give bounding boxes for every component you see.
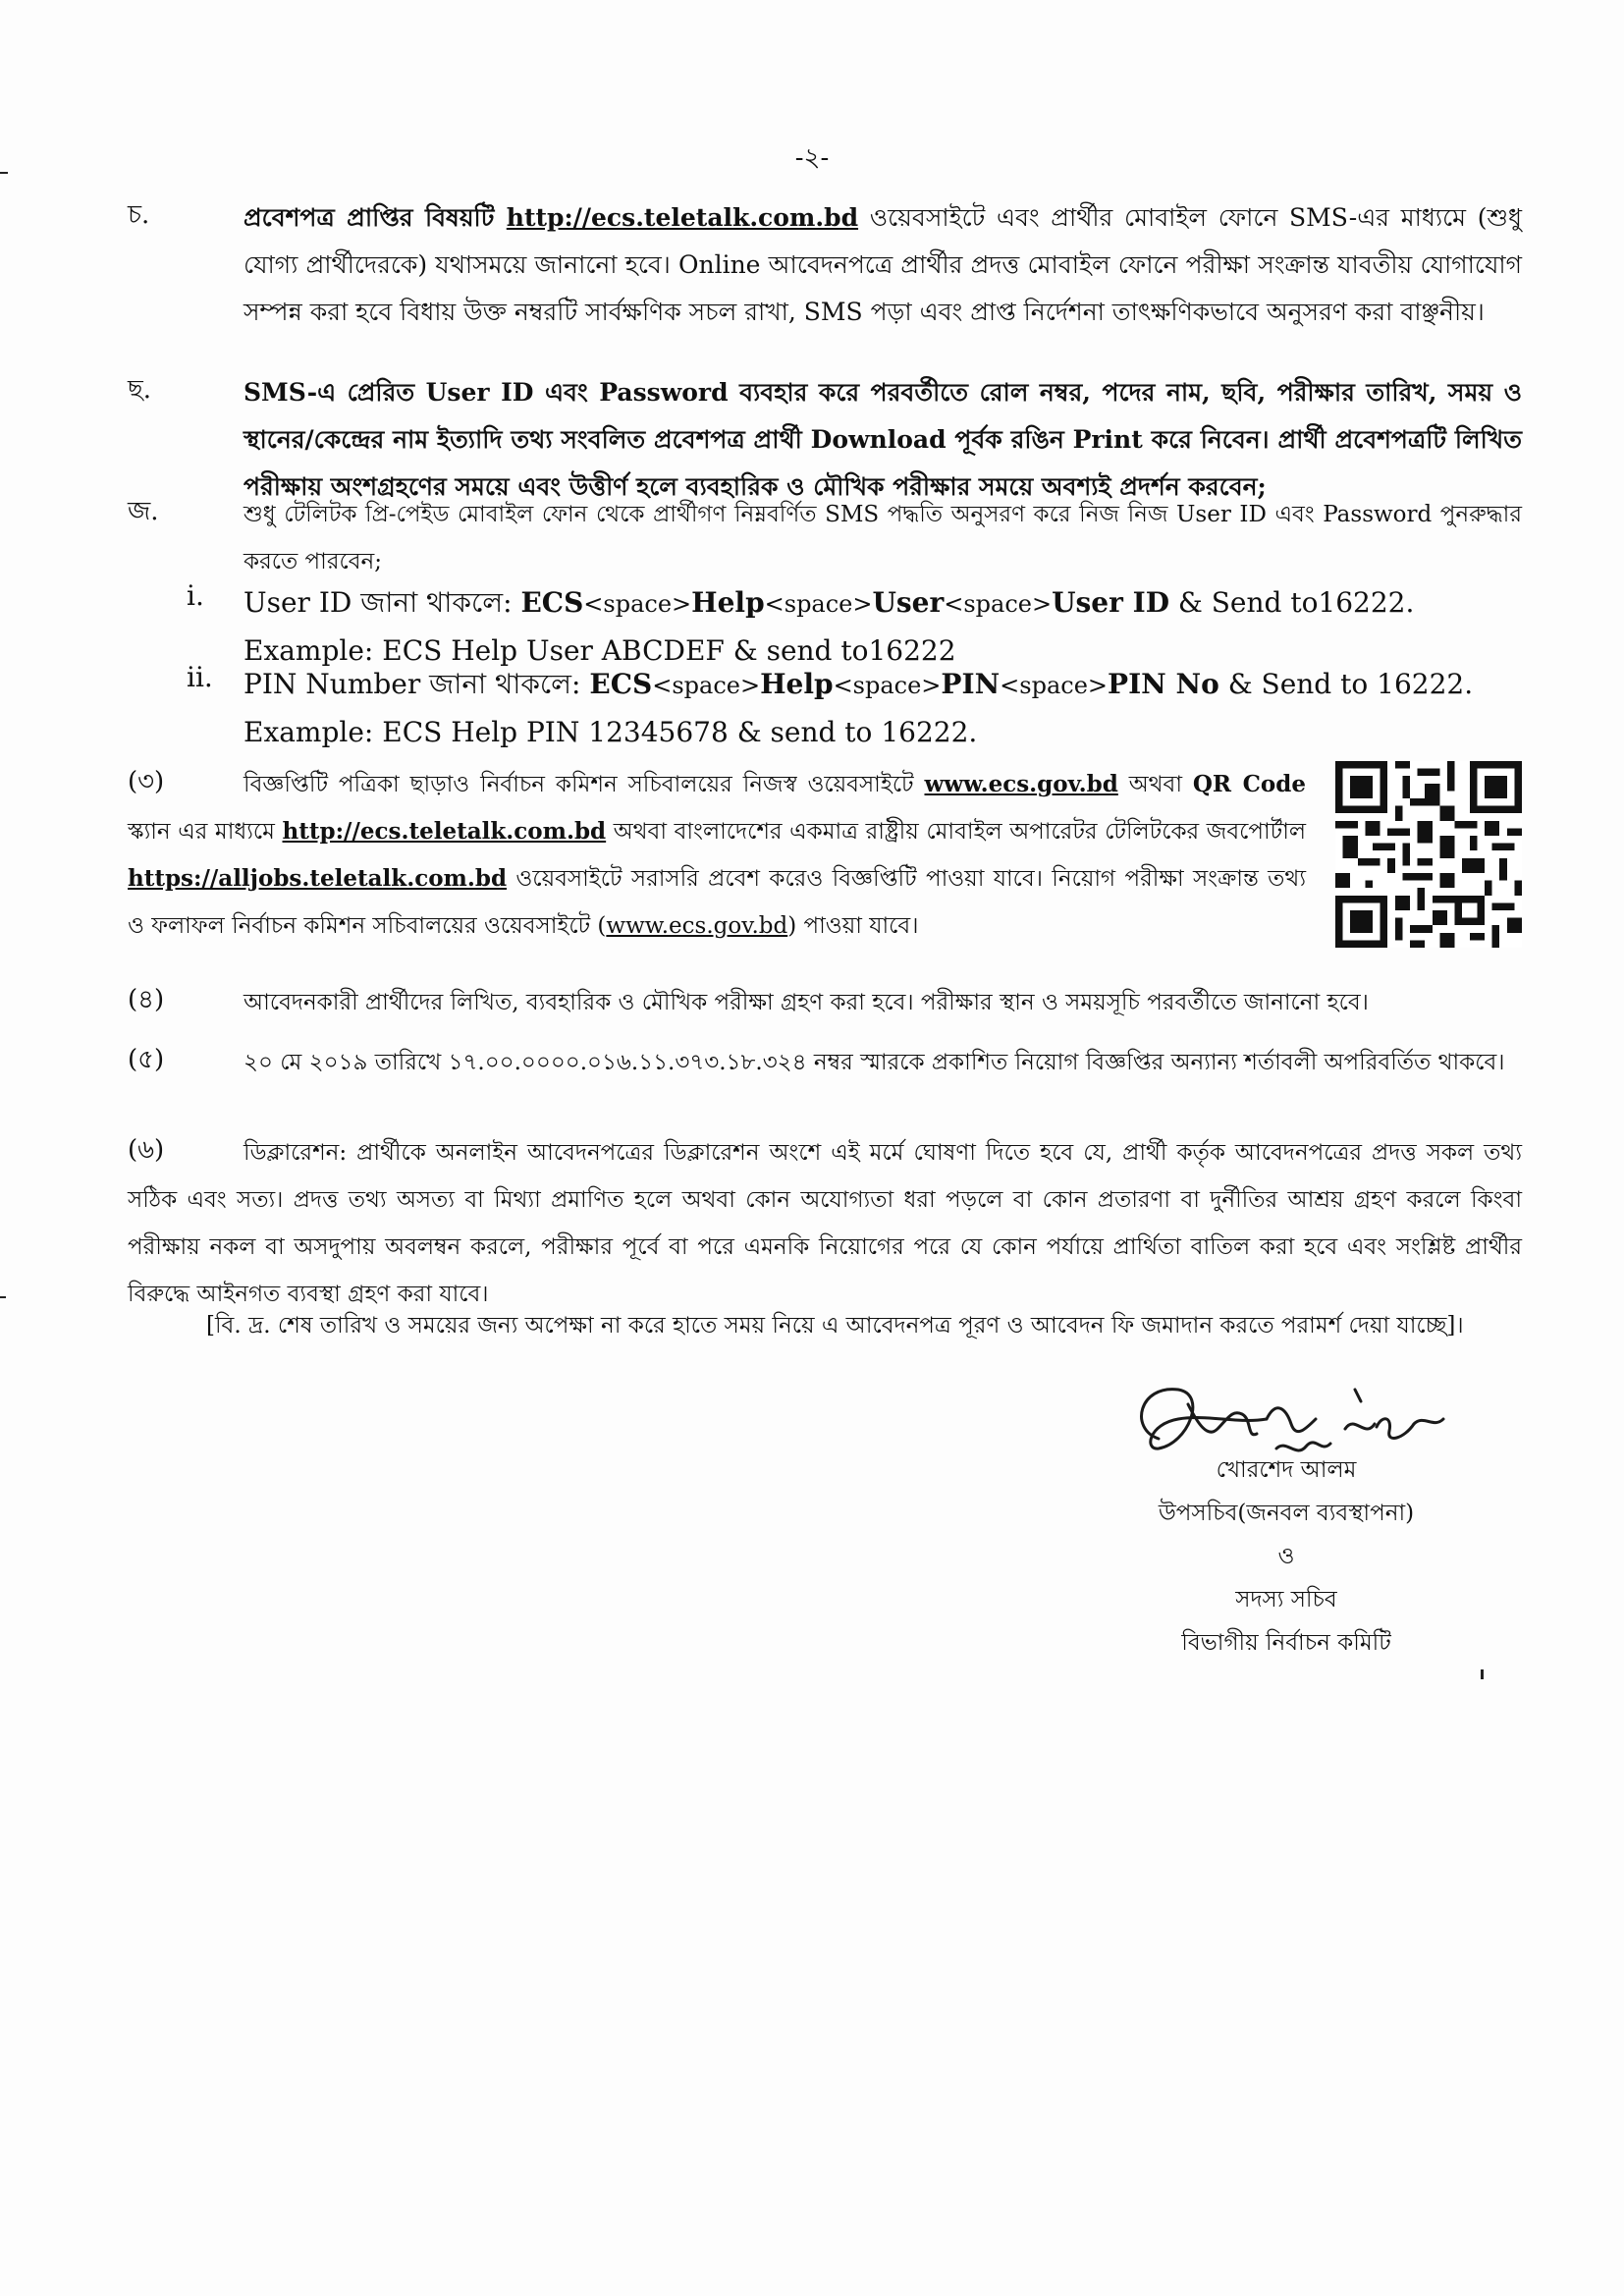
qr-code-icon[interactable] bbox=[1335, 761, 1522, 948]
teletalk-link[interactable]: http://ecs.teletalk.com.bd bbox=[282, 818, 607, 845]
sms-space: <space> bbox=[1000, 672, 1109, 699]
item-label: (৫) bbox=[128, 1045, 165, 1074]
sms-keyword: User bbox=[872, 586, 945, 619]
sms-format bbox=[244, 579, 1522, 628]
sms-space: <space> bbox=[833, 672, 942, 699]
sms-keyword: Help bbox=[691, 586, 765, 619]
item-body: SMS-এ প্রেরিত User ID এবং Password ব্যবহার করে পরবর্তীতে রোল নম্বর, পদের নাম, ছবি, পরীক্ষার তারিখ, সময় ও স্থানের/কেন্দ্রের নাম ইত্যাদি তথ্য সংবলিত প্রবেশপত্র প্রার্থী Download পূর্বক রঙিন Print করে নিবেন। প্রার্থী প্রবেশপত্রটি লিখিত পরীক্ষায় অংশগ্রহণের সময়ে এবং উত্তীর্ণ হলে ব্যবহারিক ও মৌখিক পরীক্ষার সময়ে অবশ্যই প্রদর্শন করবেন; bbox=[244, 378, 1522, 501]
item-text: অথবা bbox=[1117, 772, 1193, 797]
sms-tail: & Send to 16222. bbox=[1218, 668, 1474, 700]
item-chh bbox=[128, 369, 1522, 511]
item-j bbox=[128, 491, 1522, 585]
item-text: প্রবেশপত্র প্রাপ্তির বিষয়টি bbox=[244, 203, 507, 232]
item-body: আবেদনকারী প্রার্থীদের লিখিত, ব্যবহারিক ও মৌখিক পরীক্ষা গ্রহণ করা হবে। পরীক্ষার স্থান ও সময়সূচি পরবর্তীতে জানানো হবে। bbox=[244, 990, 1369, 1015]
alljobs-link[interactable]: https://alljobs.teletalk.com.bd bbox=[128, 865, 508, 892]
item-text: ) পাওয়া যাবে। bbox=[787, 913, 919, 939]
item-label: ছ. bbox=[128, 375, 152, 405]
item-label: (৩) bbox=[128, 767, 165, 796]
item-label: (৬) bbox=[128, 1135, 165, 1165]
sms-space: <space> bbox=[944, 590, 1053, 618]
item-label: (৪) bbox=[128, 985, 165, 1014]
sms-lead: PIN Number জানা থাকলে: bbox=[244, 668, 590, 700]
item-5 bbox=[128, 1039, 1522, 1086]
ecs-gov-link[interactable]: www.ecs.gov.bd bbox=[924, 771, 1118, 797]
sms-keyword: User ID bbox=[1052, 586, 1169, 619]
sms-example: Example: ECS Help PIN 12345678 & send to 16222. bbox=[244, 716, 978, 748]
item-text: অথবা বাংলাদেশের একমাত্র রাষ্ট্রীয় মোবাইল অপারেটর টেলিটকের জবপোর্টাল bbox=[606, 819, 1306, 845]
sms-space: <space> bbox=[764, 590, 873, 618]
signature-block bbox=[1060, 1449, 1512, 1665]
qr-code-label: QR Code bbox=[1192, 771, 1306, 797]
item-label: জ. bbox=[128, 497, 159, 526]
sms-example: Example: ECS Help User ABCDEF & send to16222 bbox=[244, 634, 956, 667]
sms-instruction-ii bbox=[128, 661, 1522, 756]
roman-number: ii. bbox=[187, 661, 213, 693]
sms-keyword: Help bbox=[760, 668, 834, 700]
signatory-name: খোরশেদ আলম bbox=[1216, 1457, 1357, 1483]
page-number: -২- bbox=[794, 143, 830, 173]
item-ch bbox=[128, 194, 1522, 336]
signatory-title: উপসচিব(জনবল ব্যবস্থাপনা) bbox=[1158, 1501, 1415, 1526]
item-label: চ. bbox=[128, 200, 150, 230]
sms-lead: User ID জানা থাকলে: bbox=[244, 586, 521, 619]
item-body bbox=[128, 761, 1306, 950]
scan-dot bbox=[1481, 1669, 1484, 1679]
item-body bbox=[244, 194, 1522, 336]
item-text: ওয়েবসাইটে সরাসরি প্রবেশ করেও বিজ্ঞপ্তিটি পাওয়া যাবে। নিয়োগ পরীক্ষা সংক্রান্ত তথ্য ও ফলাফল নির্বাচন কমিশন সচিবালয়ের ওয়েবসাইটে ( bbox=[128, 866, 1306, 939]
footnote: [বি. দ্র. শেষ তারিখ ও সময়ের জন্য অপেক্ষা না করে হাতে সময় নিয়ে এ আবেদনপত্র পূরণ ও আবেদন ফি জমাদান করতে পরামর্শ দেয়া যাচ্ছে]। bbox=[206, 1313, 1464, 1339]
item-text: বিজ্ঞপ্তিটি পত্রিকা ছাড়াও নির্বাচন কমিশন সচিবালয়ের নিজস্ব ওয়েবসাইটে bbox=[244, 772, 925, 797]
sms-keyword: ECS bbox=[520, 586, 584, 619]
item-3 bbox=[128, 761, 1306, 950]
sms-keyword: ECS bbox=[589, 668, 653, 700]
sms-space: <space> bbox=[652, 672, 761, 699]
roman-number: i. bbox=[187, 579, 204, 612]
item-body: ডিক্লারেশন: প্রার্থীকে অনলাইন আবেদনপত্রের ডিক্লারেশন অংশে এই মর্মে ঘোষণা দিতে হবে যে, প্রার্থী কর্তৃক আবেদনপত্রের প্রদত্ত সকল তথ্য সঠিক এবং সত্য। প্রদত্ত তথ্য অসত্য বা মিথ্যা প্রমাণিত হলে অথবা কোন অযোগ্যতা ধরা পড়লে বা কোন প্রতারণা বা দুর্নীতির আশ্রয় গ্রহণ করলে কিংবা পরীক্ষায় নকল বা অসদুপায় অবলম্বন করলে, পরীক্ষার পূর্বে বা পরে এমনকি নিয়োগের পরে যে কোন পর্যায়ে প্রার্থিতা বাতিল করা হবে এবং সংশ্লিষ্ট প্রার্থীর বিরুদ্ধে আইনগত ব্যবস্থা গ্রহণ করা যাবে। bbox=[128, 1140, 1522, 1307]
item-body: শুধু টেলিটক প্রি-পেইড মোবাইল ফোন থেকে প্রার্থীগণ নিম্নবর্ণিত SMS পদ্ধতি অনুসরণ করে নিজ নিজ User ID এবং Password পুনরুদ্ধার করতে পারবেন; bbox=[244, 502, 1522, 574]
sms-keyword: PIN bbox=[941, 668, 1001, 700]
signatory-committee: বিভাগীয় নির্বাচন কমিটি bbox=[1181, 1630, 1391, 1656]
signatory-title: সদস্য সচিব bbox=[1235, 1587, 1337, 1613]
item-6 bbox=[128, 1129, 1522, 1318]
item-text: ওয়েবসাইটে এবং প্রার্থীর মোবাইল ফোনে SMS-এর মাধ্যমে (শুধু যোগ্য প্রার্থীদেরকে) যথাসময়ে জানানো হবে। Online আবেদনপত্রে প্রার্থীর প্রদত্ত মোবাইল ফোনে পরীক্ষা সংক্রান্ত যাবতীয় যোগাযোগ সম্পন্ন করা হবে বিধায় উক্ত নম্বরটি সার্বক্ষণিক সচল রাখা, SMS পড়া এবং প্রাপ্ত নির্দেশনা তাৎক্ষণিকভাবে অনুসরণ করা বাঞ্ছনীয়। bbox=[244, 203, 1522, 326]
ecs-gov-link[interactable]: www.ecs.gov.bd bbox=[606, 913, 788, 939]
item-text: স্ক্যান এর মাধ্যমে bbox=[128, 819, 283, 845]
sms-space: <space> bbox=[583, 590, 692, 618]
teletalk-link[interactable]: http://ecs.teletalk.com.bd bbox=[506, 203, 859, 232]
item-body: ২০ মে ২০১৯ তারিখে ১৭.০০.০০০০.০১৬.১১.৩৭৩.১৮.৩২৪ নম্বর স্মারকে প্রকাশিত নিয়োগ বিজ্ঞপ্তির অন্যান্য শর্তাবলী অপরিবর্তিত থাকবে। bbox=[244, 1050, 1505, 1075]
sms-keyword: PIN No bbox=[1108, 668, 1219, 700]
item-4 bbox=[128, 979, 1522, 1026]
sms-format bbox=[244, 661, 1522, 709]
sms-tail: & Send to16222. bbox=[1168, 586, 1415, 619]
signatory-conjunction: ও bbox=[1277, 1544, 1295, 1569]
scan-edge-mark bbox=[0, 1296, 6, 1298]
